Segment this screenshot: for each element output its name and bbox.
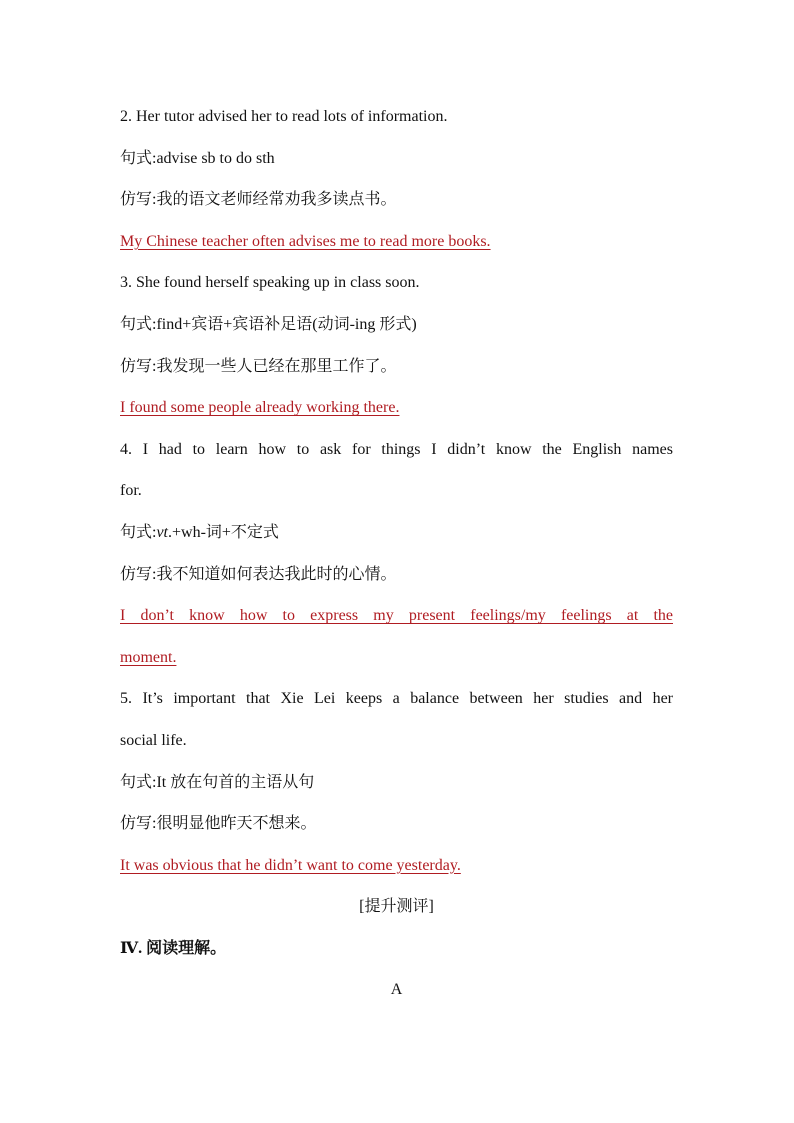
item-2-answer-text: My Chinese teacher often advises me to read more books.	[120, 232, 491, 250]
item-3-answer-text: I found some people already working there.	[120, 399, 400, 417]
item-5-sentence-line2: social life.	[120, 731, 187, 749]
item-5-answer	[120, 845, 673, 887]
item-3-pattern: 句式:find+宾语+宾语补足语(动词-ing 形式)	[120, 315, 417, 333]
item-2-answer	[120, 221, 673, 263]
item-5-answer-text: It was obvious that he didn’t want to come yesterday.	[120, 856, 461, 874]
item-4-answer-line1: I don’t know how to express my present feelings/my feelings at the	[120, 607, 673, 625]
item-2-sentence: 2. Her tutor advised her to read lots of information.	[120, 108, 448, 125]
item-4-answer-line2	[120, 637, 673, 679]
item-5-pattern: 句式:It 放在句首的主语从句	[120, 773, 315, 791]
item-4-pattern-suffix: .+wh-词+不定式	[168, 523, 279, 541]
item-4-sentence-line1: 4. I had to learn how to ask for things I didn’t know the English names	[120, 440, 673, 458]
item-3-practice: 仿写:我发现一些人已经在那里工作了。	[120, 357, 397, 375]
item-2-pattern: 句式:advise sb to do sth	[120, 149, 275, 167]
section-heading: Ⅳ. 阅读理解。	[120, 939, 227, 957]
item-2-practice: 仿写:我的语文老师经常劝我多读点书。	[120, 191, 397, 209]
item-4-pattern-prefix: 句式:	[120, 523, 157, 541]
item-3-answer	[120, 387, 673, 429]
section-marker: [提升测评]	[359, 898, 434, 916]
item-4-answer-line2-text: moment.	[120, 648, 177, 666]
item-4-practice: 仿写:我不知道如何表达我此时的心情。	[120, 565, 397, 583]
passage-label: A	[390, 981, 403, 999]
item-4-pattern-italic: vt	[156, 523, 168, 541]
item-5-practice: 仿写:很明显他昨天不想来。	[120, 815, 317, 833]
item-3-sentence: 3. She found herself speaking up in class soon.	[120, 274, 420, 292]
item-4-sentence-line2: for.	[120, 482, 142, 500]
item-4-pattern	[120, 512, 673, 554]
item-5-sentence-line1: 5. It’s important that Xie Lei keeps a balance between her studies and her	[120, 690, 673, 708]
exercise-page	[120, 96, 673, 1011]
